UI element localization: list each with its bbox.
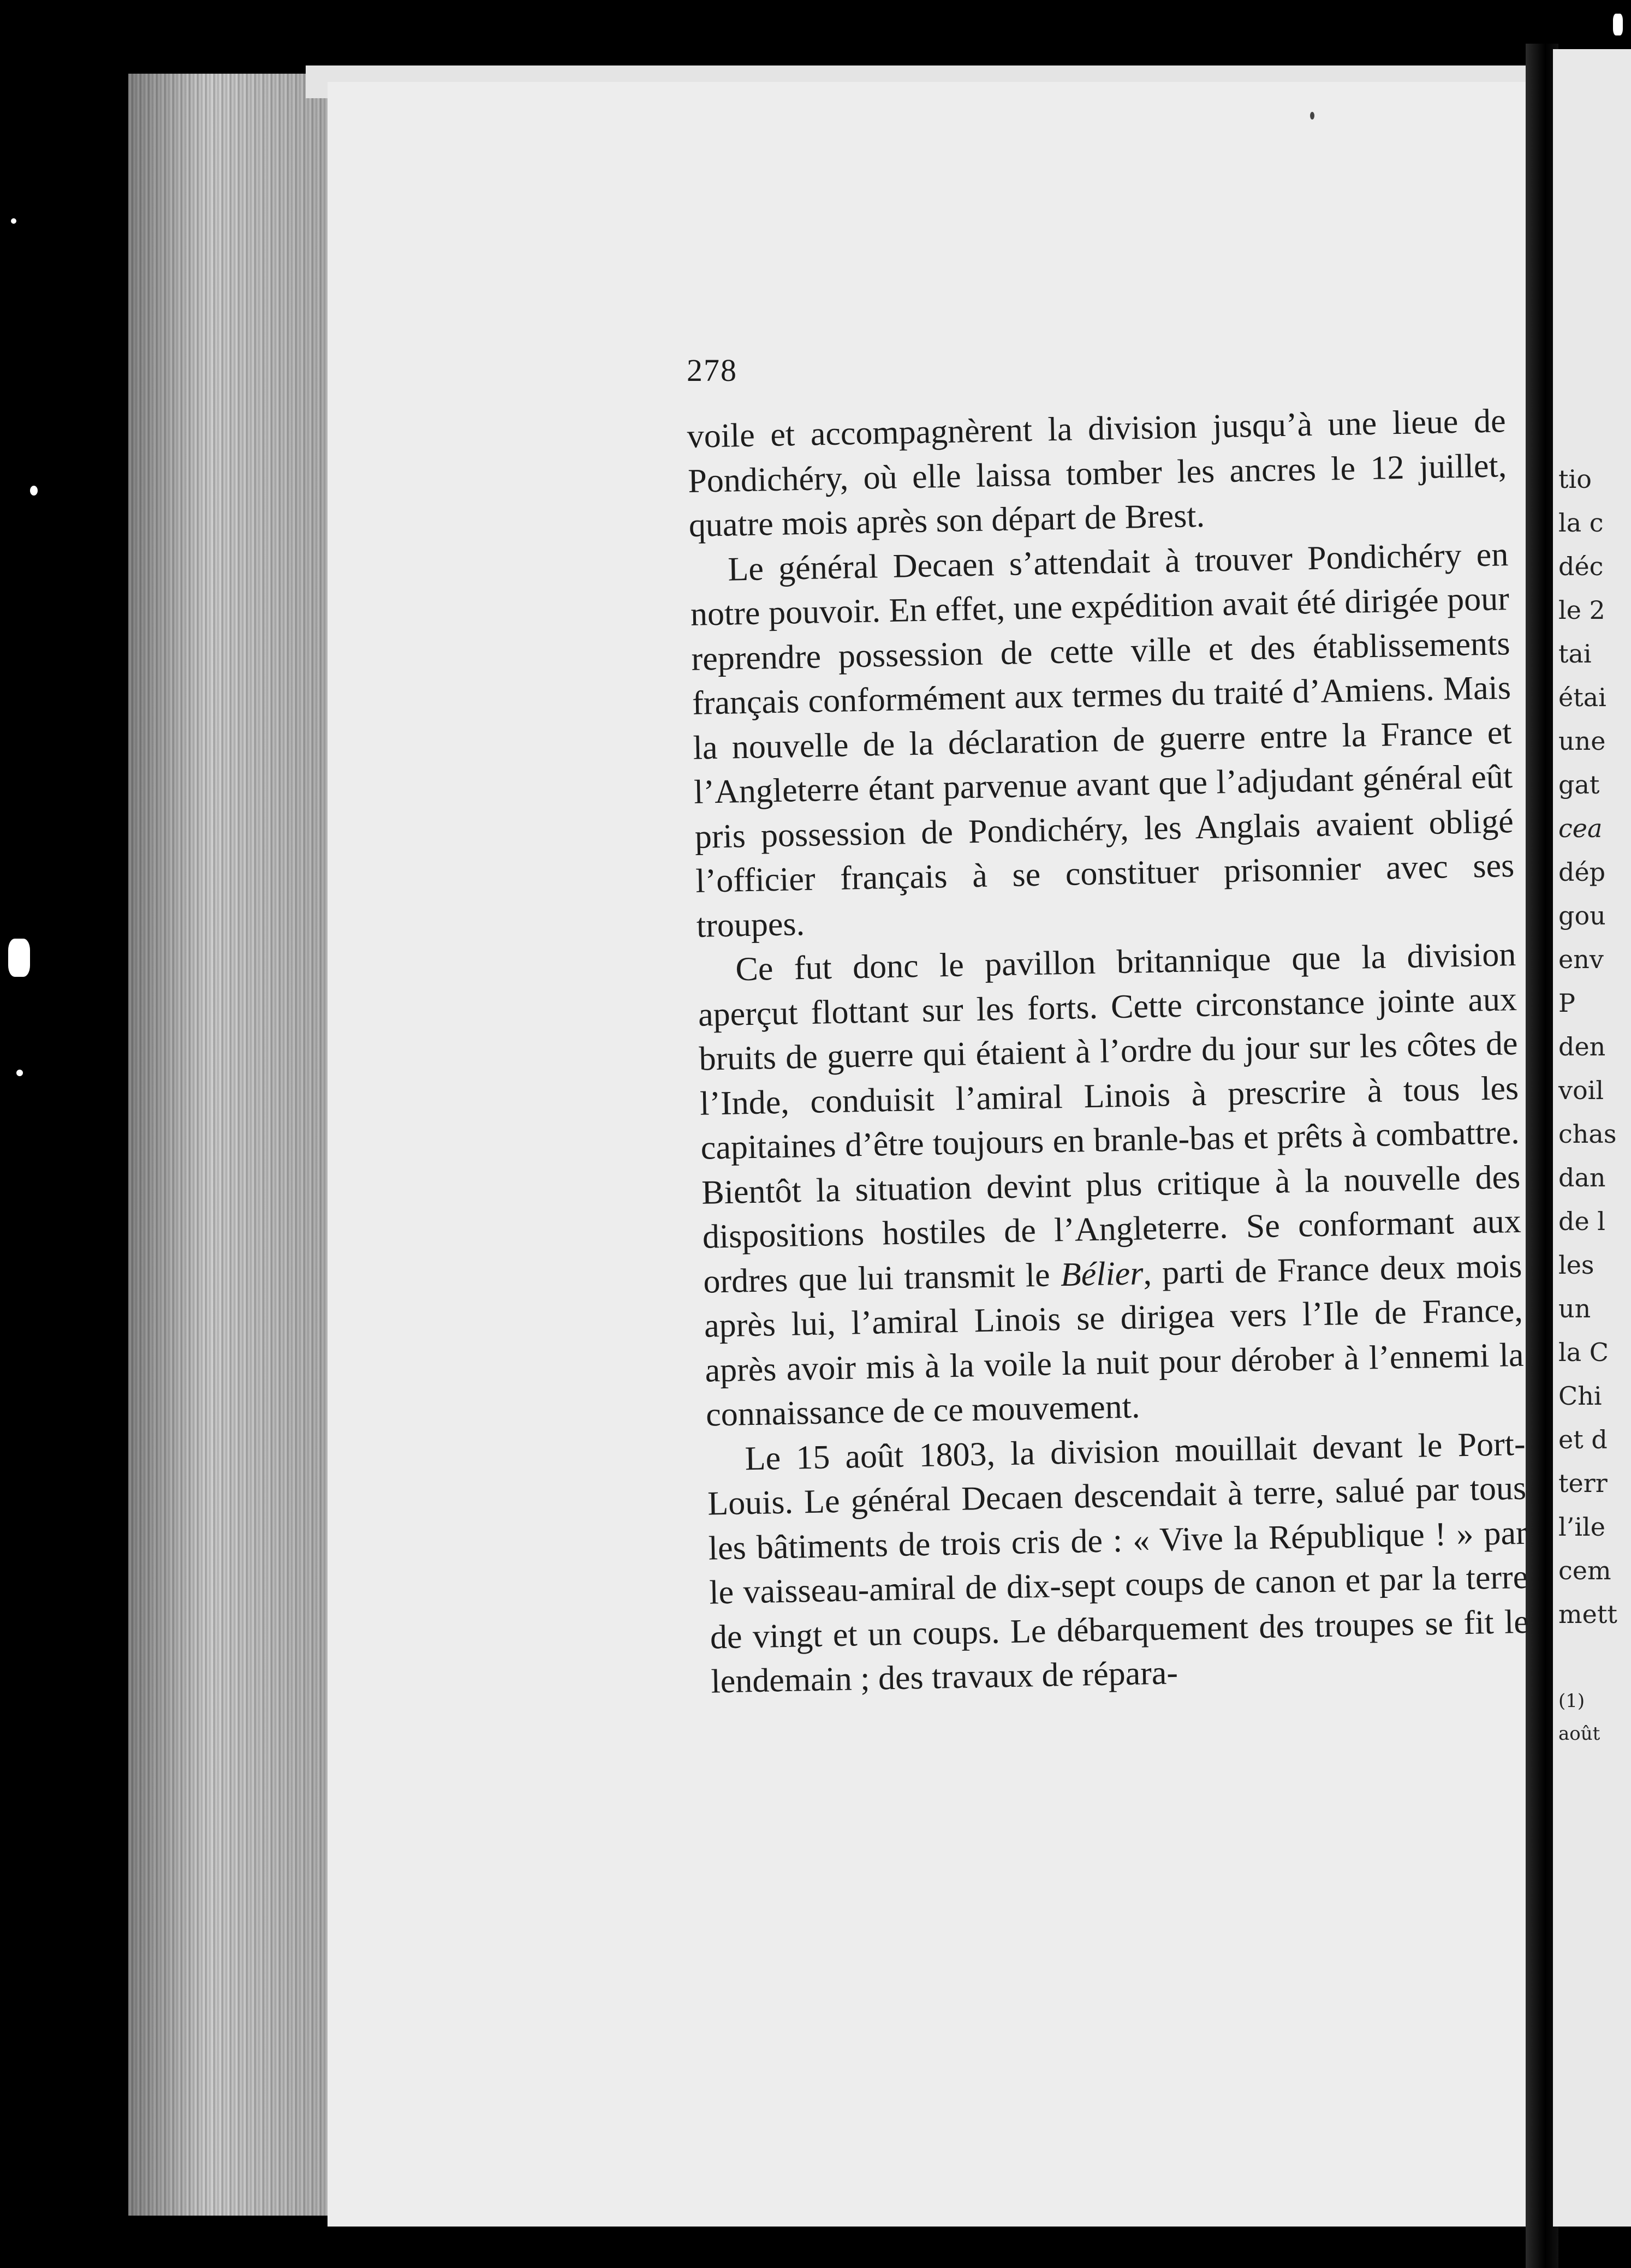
paragraph: Le 15 août 1803, la division mouillait devant le Port-Louis. Le général Decaen descendait à terre, salué par tous les bâtiments de trois cris de : « Vive la République ! » par le vaisseau-amiral de dix-sept coups de canon et par la terre de vingt et un coups. Le débarquement des troupes se fit le lendemain ; des travaux de répara-: [707, 1425, 1529, 1700]
right-fragment: le 2: [1558, 595, 1605, 625]
paragraph-text: Ce fut donc le pavillon britannique que la division aperçut flottant sur les forts. Cette circonstance jointe aux bruits de guerre qui étaient à l’ordre du jour sur les côtes de l’Inde, conduisit l’amiral Linois à prescrire à tous les capitaines d’être toujours en branle-bas et prêts à combattre. Bientôt la situation devint plus critique à la nouvelle des dispositions hostiles de l’Angleterre. Se conformant aux ordres que lui transmit le: [698, 936, 1522, 1300]
paragraph: Le général Decaen s’attendait à trouver Pondichéry en notre pouvoir. En effet, une expédition avait été dirigée pour reprendre possession de cette ville et des établissements français conformément aux termes du traité d’Amiens. Mais la nouvelle de la déclaration de guerre entre la France et l’Angleterre étant parvenue avant que l’adjudant général eût pris possession de Pondichéry, les Anglais avaient obligé l’officier français à se constituer prisonnier avec ses troupes.: [690, 535, 1515, 945]
right-fragment: gou: [1558, 901, 1606, 930]
right-fragment: dan: [1558, 1163, 1606, 1192]
paragraph: voile et accompagnèrent la division jusqu’à une lieue de Pondichéry, où elle laissa tomber les ancres le 12 juillet, quatre mois après son départ de Brest.: [687, 402, 1507, 544]
right-fragment: tai: [1558, 639, 1592, 669]
right-page-edge: [1553, 49, 1631, 2227]
page-speck: [1310, 112, 1314, 120]
right-fragment: tio: [1558, 464, 1592, 494]
right-fragment: P: [1558, 988, 1575, 1018]
right-fragment: voil: [1558, 1076, 1604, 1105]
scan-speck: [8, 939, 30, 977]
body-text: [687, 399, 1530, 1704]
right-fragment: la C: [1558, 1338, 1609, 1367]
right-fragment: cea: [1558, 814, 1603, 843]
right-fragment: et d: [1558, 1425, 1608, 1454]
right-fragment: l’ile: [1558, 1512, 1605, 1542]
right-fragment: un: [1558, 1294, 1591, 1323]
ship-name: Bélier: [1060, 1254, 1144, 1293]
right-fragment: mett: [1558, 1599, 1617, 1629]
right-footnote-fragment: août: [1558, 1723, 1600, 1745]
page-number: 278: [687, 353, 737, 388]
right-fragment: cem: [1558, 1556, 1611, 1585]
right-fragment: chas: [1558, 1119, 1617, 1149]
right-fragment: de l: [1558, 1207, 1606, 1236]
scan-speck: [16, 1070, 23, 1076]
right-fragment: étai: [1558, 683, 1606, 712]
paragraph: [697, 933, 1525, 1437]
right-fragment: la c: [1558, 508, 1604, 538]
paragraph-text: , parti de France deux mois après lui, l’amiral Linois se dirigea vers l’Ile de France, après avoir mis à la voile la nuit pour dérober à l’ennemi la connaissance de ce mouvement.: [704, 1247, 1525, 1434]
right-fragment: déc: [1558, 552, 1604, 581]
right-footnote-fragment: (1): [1558, 1690, 1585, 1712]
fore-edge-shadow: [128, 74, 330, 2216]
right-fragment: Chi: [1558, 1381, 1602, 1411]
right-fragment: den: [1558, 1032, 1606, 1061]
right-fragment: dép: [1558, 857, 1606, 887]
scan-speck: [1613, 14, 1623, 35]
right-fragment: terr: [1558, 1469, 1608, 1498]
right-fragment: les: [1558, 1250, 1594, 1280]
right-fragment: env: [1558, 945, 1604, 974]
right-fragment: gat: [1558, 770, 1600, 799]
right-fragment: une: [1558, 726, 1606, 756]
scan-speck: [11, 218, 16, 224]
scan-speck: [30, 486, 38, 496]
